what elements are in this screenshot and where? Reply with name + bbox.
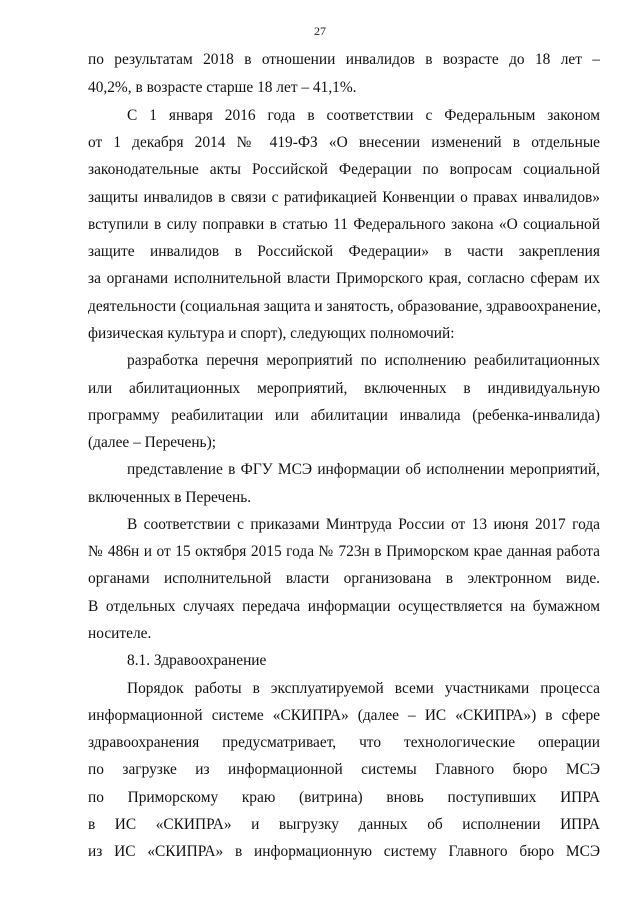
text-line: по результатам 2018 в отношении инвалидов в возрасте до 18 лет – (88, 51, 600, 68)
text-line: С 1 января 2016 года в соответствии с Федеральным законом (127, 107, 600, 124)
text-line: В отдельных случаях передача информации осуществляется на бумажном (88, 598, 600, 615)
text-line: органами исполнительной власти организована в электронном виде. (88, 570, 600, 587)
page-number: 27 (314, 24, 326, 38)
text-line: по Приморскому краю (витрина) вновь поступивших ИПРА (88, 789, 600, 806)
text-line: по загрузке из информационной системы Главного бюро МСЭ (88, 761, 600, 778)
text-line: носителе. (88, 625, 152, 642)
text-line: или абилитационных мероприятий, включенных в индивидуальную (88, 380, 600, 397)
text-line: за органами исполнительной власти Приморского края, согласно сферам их (88, 270, 600, 287)
text-line: разработка перечня мероприятий по исполнению реабилитационных (127, 352, 600, 369)
text-line: от 1 декабря 2014 № 419-ФЗ «О внесении изменений в отдельные (88, 134, 600, 151)
text-line: № 486н и от 15 октября 2015 года № 723н в Приморском крае данная работа (88, 543, 600, 560)
text-line: В соответствии с приказами Минтруда России от 13 июня 2017 года (127, 516, 600, 533)
text-line: в ИС «СКИПРА» и выгрузку данных об исполнении ИПРА (88, 816, 600, 833)
text-line: из ИС «СКИПРА» в информационную систему Главного бюро МСЭ (88, 843, 600, 860)
text-line: деятельности (социальная защита и занятость, образование, здравоохранение, (88, 298, 601, 315)
text-line: информационной системе «СКИПРА» (далее – ИС «СКИПРА») в сфере (88, 707, 600, 724)
text-line: здравоохранения предусматривает, что технологические операции (88, 734, 600, 751)
text-line: представление в ФГУ МСЭ информации об исполнении мероприятий, (127, 461, 600, 478)
text-line: вступили в силу поправки в статью 11 Федерального закона «О социальной (88, 216, 600, 233)
section-heading: 8.1. Здравоохранение (127, 652, 267, 669)
text-line: защиты инвалидов в связи с ратификацией Конвенции о правах инвалидов» (88, 189, 600, 206)
text-line: включенных в Перечень. (88, 489, 252, 506)
text-line: 40,2%, в возрасте старше 18 лет – 41,1%. (88, 79, 357, 96)
text-line: физическая культура и спорт), следующих полномочий: (88, 325, 455, 342)
text-line: (далее – Перечень); (88, 434, 216, 451)
text-line: законодательные акты Российской Федерации по вопросам социальной (88, 161, 600, 178)
text-line: Порядок работы в эксплуатируемой всеми участниками процесса (127, 680, 600, 697)
text-line: защите инвалидов в Российской Федерации» в части закрепления (88, 243, 600, 260)
text-line: программу реабилитации или абилитации инвалида (ребенка-инвалида) (88, 407, 600, 424)
